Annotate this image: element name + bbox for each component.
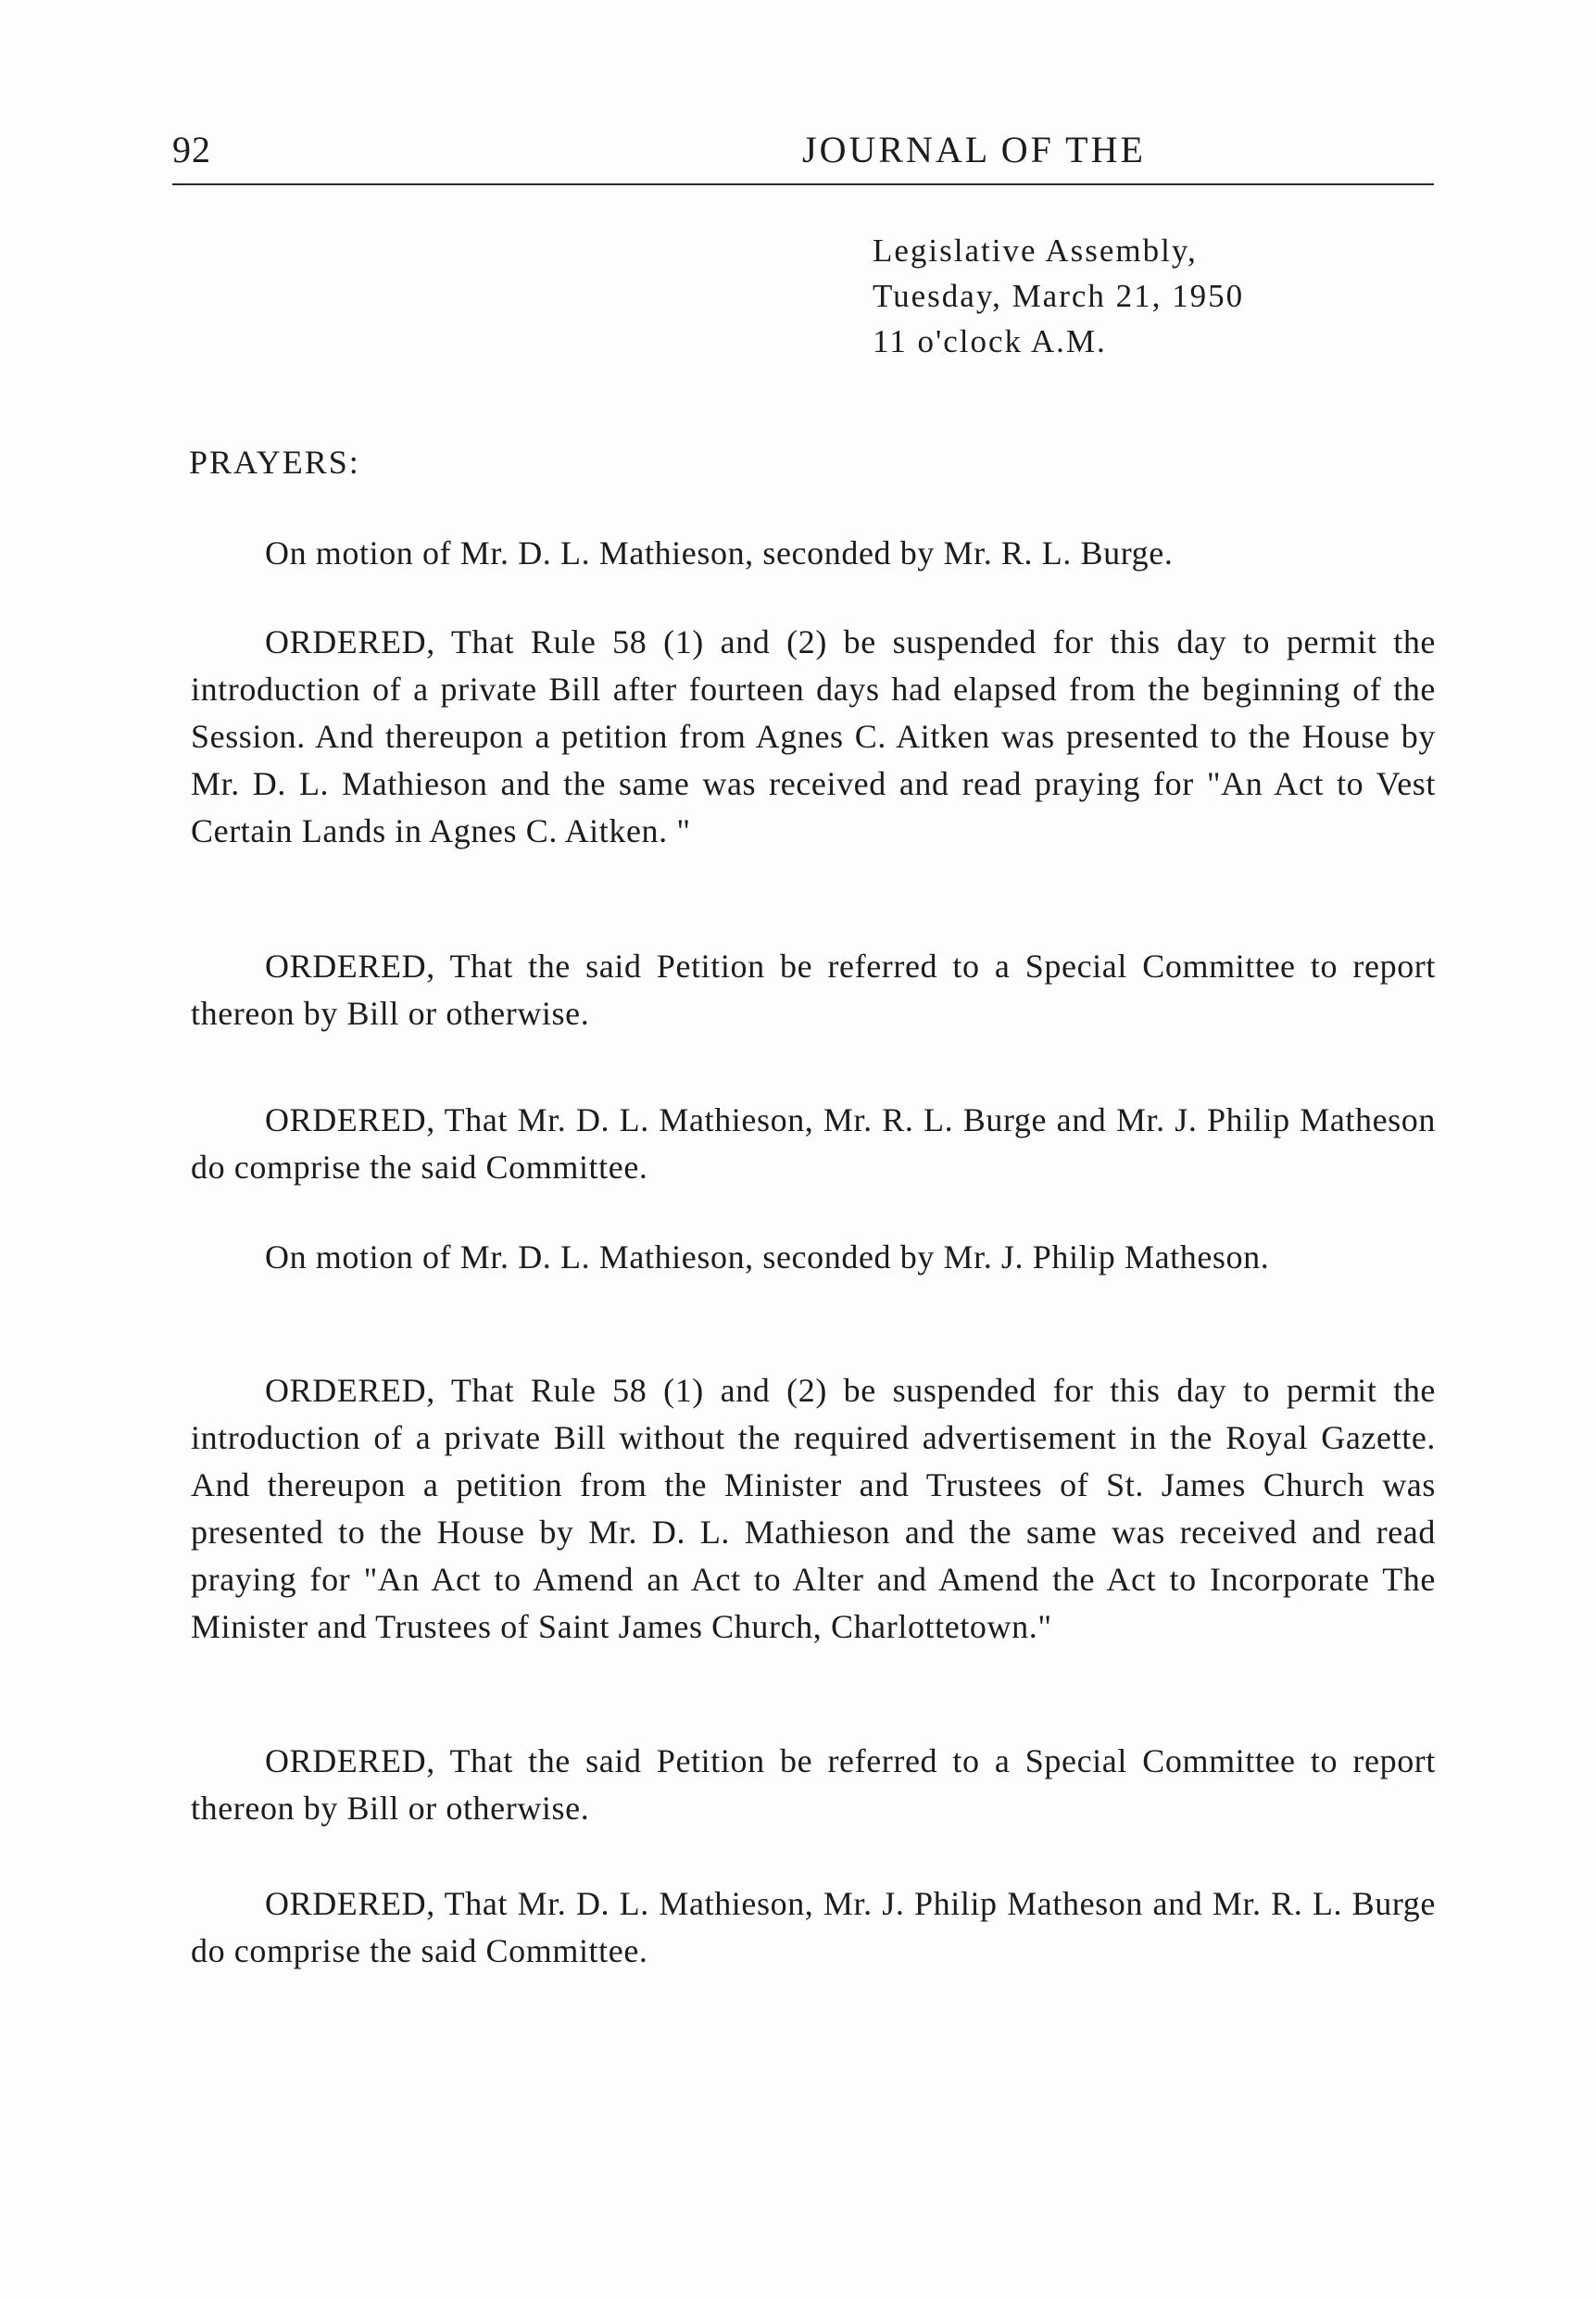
paragraph-motion-1: On motion of Mr. D. L. Mathieson, seconded by Mr. R. L. Burge. [265, 534, 1174, 572]
page-header [172, 128, 1432, 183]
dateline-date: Tuesday, March 21, 1950 [873, 278, 1245, 314]
paragraph-ordered-referral-1: ORDERED, That the said Petition be referred to a Special Committee to report thereon by Bill or otherwise. [191, 948, 1436, 1032]
paragraph-ordered-committee-2: ORDERED, That Mr. D. L. Mathieson, Mr. J. Philip Matheson and Mr. R. L. Burge do comprise the said Committee. [191, 1885, 1436, 1969]
paragraph-ordered-committee-1: ORDERED, That Mr. D. L. Mathieson, Mr. R. L. Burge and Mr. J. Philip Matheson do comprise the said Committee. [191, 1101, 1436, 1186]
page-number: 92 [172, 129, 211, 170]
dateline-time: 11 o'clock A.M. [873, 323, 1107, 359]
prayers-heading: PRAYERS: [189, 444, 360, 481]
paragraph-ordered-rule-2: ORDERED, That Rule 58 (1) and (2) be suspended for this day to permit the introduction of a private Bill without the required advertisement in the Royal Gazette. And thereupon a petition from the Minister and Trustees of St. James Church was presented to the House by Mr. D. L. Mathieson and the same was received and read praying for "An Act to Amend an Act to Alter and Amend the Act to Incorporate The Minister and Trustees of Saint James Church, Charlottetown." [191, 1372, 1436, 1645]
running-head: JOURNAL OF THE [802, 129, 1146, 170]
dateline-assembly: Legislative Assembly, [873, 233, 1198, 269]
dateline [873, 228, 1244, 364]
header-rule [172, 183, 1434, 185]
paragraph-ordered-referral-2: ORDERED, That the said Petition be referred to a Special Committee to report thereon by Bill or otherwise. [191, 1742, 1436, 1827]
paragraph-ordered-rule-1: ORDERED, That Rule 58 (1) and (2) be suspended for this day to permit the introduction of a private Bill after fourteen days had elapsed from the beginning of the Session. And thereupon a petition from Agnes C. Aitken was presented to the House by Mr. D. L. Mathieson and the same was received and read praying for "An Act to Vest Certain Lands in Agnes C. Aitken. " [191, 623, 1436, 849]
paragraph-motion-2: On motion of Mr. D. L. Mathieson, seconded by Mr. J. Philip Matheson. [265, 1238, 1270, 1276]
